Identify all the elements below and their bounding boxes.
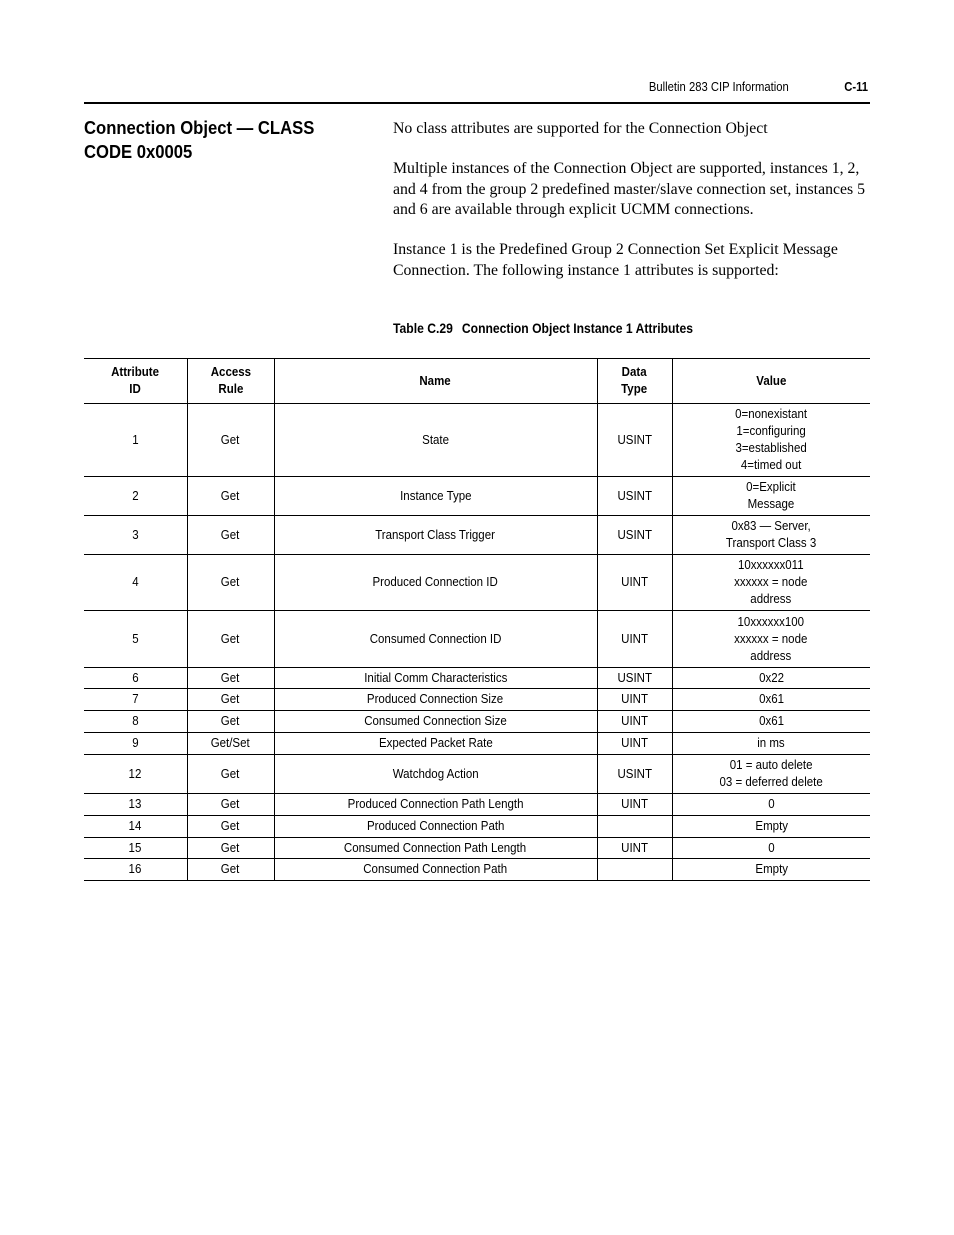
table-row [84,733,870,755]
table-row [84,668,870,689]
table-row [84,859,870,881]
paragraph-instances: Multiple instances of the Connection Object are supported, instances 1, 2, and 4 from the group 2 predefined master/slave connection set, instances 5 and 6 are available through explicit UCMM connections. [393,160,866,218]
running-header-title: Bulletin 283 CIP Information [648,80,789,94]
table-cell-name: Produced Connection ID [274,555,597,611]
section-heading: Connection Object — CLASS CODE 0x0005 [84,117,315,162]
table-cell-value: 0=Explicit Message [672,477,870,516]
table-cell-value: 0=nonexistant 1=configuring 3=established 4=timed out [672,404,870,477]
table-cell-value: 10xxxxxx011 xxxxxx = node address [672,555,870,611]
table-cell-rule: Get [187,711,274,733]
table-cell-rule: Get [187,755,274,794]
table-cell-rule: Get [187,689,274,711]
table-cell-name: Initial Comm Characteristics [274,668,597,689]
table-cell-value: 0x22 [672,668,870,689]
table-cell-id: 5 [84,611,187,668]
table-cell-name: State [274,404,597,477]
table-cell-id: 6 [84,668,187,689]
table-cell-rule: Get [187,611,274,668]
table-cell-value: 0x61 [672,689,870,711]
table-cell-id: 16 [84,859,187,881]
column-header-data-type: Data Type [597,359,672,404]
table-cell-type [597,859,672,881]
table-cell-id: 12 [84,755,187,794]
table-cell-id: 3 [84,516,187,555]
table-row [84,611,870,668]
column-header-attribute-id: Attribute ID [84,359,187,404]
table-cell-name: Expected Packet Rate [274,733,597,755]
table-cell-type: USINT [597,755,672,794]
table-cell-id: 15 [84,838,187,859]
table-cell-id: 7 [84,689,187,711]
table-row [84,404,870,477]
table-caption-title: Connection Object Instance 1 Attributes [461,321,693,336]
table-cell-name: Produced Connection Size [274,689,597,711]
table-cell-id: 9 [84,733,187,755]
table-header-row [84,359,870,404]
table-cell-name: Consumed Connection Path [274,859,597,881]
attributes-table [84,358,870,881]
table-cell-name: Watchdog Action [274,755,597,794]
header-rule [84,102,870,104]
table-row [84,838,870,859]
table-row [84,816,870,838]
table-cell-name: Consumed Connection ID [274,611,597,668]
table-cell-rule: Get [187,668,274,689]
table-cell-rule: Get [187,838,274,859]
table-cell-rule: Get [187,477,274,516]
table-cell-name: Transport Class Trigger [274,516,597,555]
column-header-value: Value [672,359,870,404]
table-row [84,755,870,794]
table-cell-name: Instance Type [274,477,597,516]
table-row [84,555,870,611]
table-cell-value: 0x61 [672,711,870,733]
table-cell-value: 01 = auto delete 03 = deferred delete [672,755,870,794]
table-cell-id: 14 [84,816,187,838]
table-cell-name: Produced Connection Path Length [274,794,597,816]
running-header [627,80,868,98]
column-header-access-rule: Access Rule [187,359,274,404]
paragraph-instance-1: Instance 1 is the Predefined Group 2 Connection Set Explicit Message Connection. The following instance 1 attributes is supported: [393,241,838,279]
table-cell-rule: Get [187,555,274,611]
table-row [84,689,870,711]
table-cell-type: UINT [597,838,672,859]
table-cell-type: USINT [597,404,672,477]
table-cell-rule: Get [187,404,274,477]
table-cell-id: 2 [84,477,187,516]
table-cell-type: UINT [597,689,672,711]
table-cell-type: USINT [597,477,672,516]
table-cell-name: Produced Connection Path [274,816,597,838]
table-cell-value: 0 [672,838,870,859]
table-cell-type: UINT [597,733,672,755]
table-cell-type: USINT [597,516,672,555]
table-row [84,711,870,733]
table-cell-name: Consumed Connection Size [274,711,597,733]
table-cell-rule: Get [187,794,274,816]
table-row [84,477,870,516]
table-cell-type [597,816,672,838]
table-cell-value: in ms [672,733,870,755]
table-cell-id: 13 [84,794,187,816]
paragraph-class-attributes: No class attributes are supported for the Connection Object [393,120,768,137]
table-row [84,516,870,555]
table-cell-value: 10xxxxxx100 xxxxxx = node address [672,611,870,668]
table-cell-id: 4 [84,555,187,611]
table-cell-name: Consumed Connection Path Length [274,838,597,859]
page-number: C-11 [844,80,868,94]
table-cell-type: UINT [597,555,672,611]
table-caption-number: Table C.29 [393,321,453,336]
table-caption [393,321,693,336]
table-cell-value: 0x83 — Server, Transport Class 3 [672,516,870,555]
table-cell-rule: Get [187,516,274,555]
table-cell-rule: Get [187,816,274,838]
table-cell-type: UINT [597,794,672,816]
table-cell-value: Empty [672,816,870,838]
column-header-name: Name [274,359,597,404]
table-row [84,794,870,816]
table-cell-type: UINT [597,611,672,668]
table-cell-value: Empty [672,859,870,881]
table-cell-value: 0 [672,794,870,816]
table-cell-type: USINT [597,668,672,689]
table-cell-type: UINT [597,711,672,733]
table-cell-rule: Get [187,859,274,881]
table-cell-id: 8 [84,711,187,733]
table-cell-id: 1 [84,404,187,477]
table-cell-rule: Get/Set [187,733,274,755]
